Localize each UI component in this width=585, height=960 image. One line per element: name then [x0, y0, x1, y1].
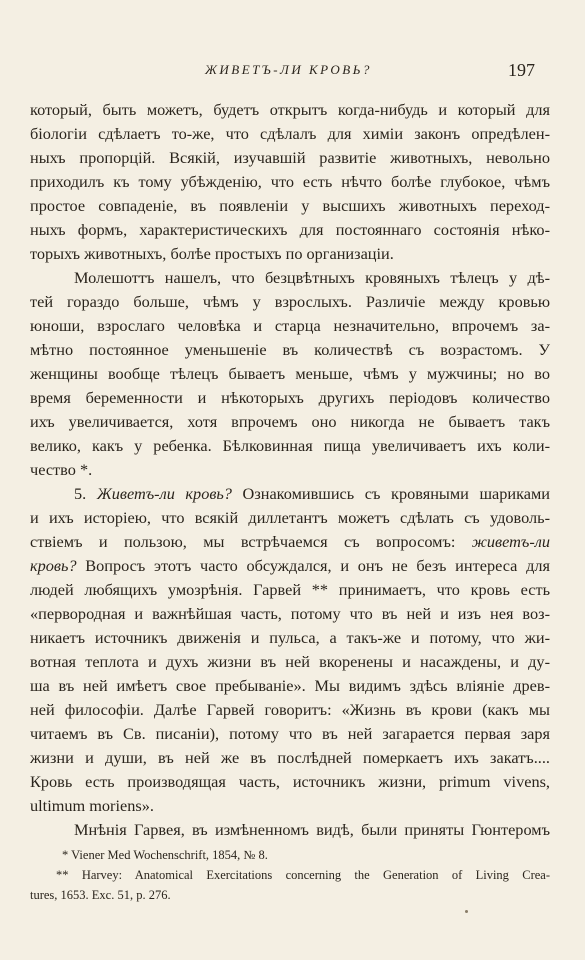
paper-speck	[465, 910, 468, 913]
text-line: женщины вообще тѣлецъ бываетъ меньше, чѣмъ у мужчины; но во	[30, 364, 550, 383]
text-line: никаетъ источникъ движенія и пульса, а такъ-же и потому, что жи-	[30, 628, 550, 647]
footnote-line: tures, 1653. Exc. 51, p. 276.	[30, 888, 171, 902]
text-line: ныхъ пропорцій. Всякій, изучавшій развитіе животныхъ, невольно	[30, 148, 550, 167]
text-line: который, быть можетъ, будетъ открытъ когда-нибудь и который для	[30, 100, 550, 119]
text-line: юноши, взрослаго человѣка и старца незначительно, впрочемъ за-	[30, 316, 550, 335]
text-line: мѣтно постоянное уменьшеніе въ количествѣ съ возрастомъ. У	[30, 340, 550, 359]
text-line: людей любящихъ умозрѣнія. Гарвей ** принимаетъ, что кровь есть	[30, 580, 550, 599]
text-line: приходилъ къ тому убѣжденію, что есть нѣчто болѣе глубокое, чѣмъ	[30, 172, 550, 191]
text-line: чество *.	[30, 460, 93, 479]
text-line: «первородная и важнѣйшая часть, потому что въ ней и изъ нея воз-	[30, 604, 550, 623]
text-line: ихъ увеличивается, хотя впрочемъ оно никогда не бываетъ такъ	[30, 412, 550, 431]
text-line: простое совпаденіе, въ появленіи у высшихъ животныхъ переход-	[30, 196, 550, 215]
text-line: ша въ ней имѣетъ свое пребываніе». Мы видимъ здѣсь вліяніе древ-	[30, 676, 550, 695]
text-line: ней философіи. Далѣе Гарвей говоритъ: «Жизнь въ крови (какъ мы	[30, 700, 550, 719]
text-line: ныхъ формъ, характеристическихъ для постояннаго состоянія нѣко-	[30, 220, 550, 239]
text-line: Мнѣнія Гарвея, въ измѣненномъ видѣ, были приняты Гюнтеромъ	[74, 820, 550, 839]
running-head: ЖИВЕТЪ-ЛИ КРОВЬ?	[205, 62, 372, 77]
text-line: ultimum moriens».	[30, 796, 154, 815]
text-line: время беременности и нѣкоторыхъ другихъ періодовъ количество	[30, 388, 550, 407]
text-line: Молешоттъ нашелъ, что безцвѣтныхъ кровяныхъ тѣлецъ у дѣ-	[74, 268, 550, 287]
text-line: тей гораздо больше, чѣмъ у взрослыхъ. Различіе между кровью	[30, 292, 550, 311]
page-header	[0, 60, 585, 84]
text-line: 5. Живетъ-ли кровь? Ознакомившись съ кровяными шариками	[74, 484, 551, 503]
text-line: читаемъ въ Св. писаніи), потому что въ ней загарается первая заря	[30, 724, 550, 743]
footnote-line: ** Harvey: Anatomical Exercitations concerning the Generation of Living Crea-	[56, 868, 550, 882]
text-line: велико, какъ у ребенка. Бѣлковинная пища увеличиваетъ ихъ коли-	[30, 436, 550, 455]
text-line: біологіи сдѣлаетъ то-же, что сдѣлалъ для химіи законъ опредѣлен-	[30, 124, 550, 143]
page-number: 197	[508, 60, 535, 80]
text-line: кровь? Вопросъ этотъ часто обсуждался, и онъ не безъ интереса для	[30, 556, 550, 575]
text-line: вотная теплота и духъ жизни въ ней вкоренены и насаждены, и ду-	[30, 652, 550, 671]
text-line: торыхъ животныхъ, болѣе простыхъ по организаціи.	[30, 244, 394, 263]
text-line: Кровь есть производящая часть, источникъ жизни, primum vivens,	[30, 772, 550, 791]
text-line: и ихъ исторіею, что всякій диллетантъ можетъ сдѣлать съ удоволь-	[30, 508, 550, 527]
footnote-line: * Viener Med Wochenschrift, 1854, № 8.	[62, 848, 268, 862]
text-line: ствіемъ и пользою, мы встрѣчаемся съ вопросомъ: живетъ-ли	[30, 532, 550, 551]
text-line: жизни и души, въ ней же въ послѣдней померкаетъ ихъ закатъ....	[30, 748, 550, 767]
